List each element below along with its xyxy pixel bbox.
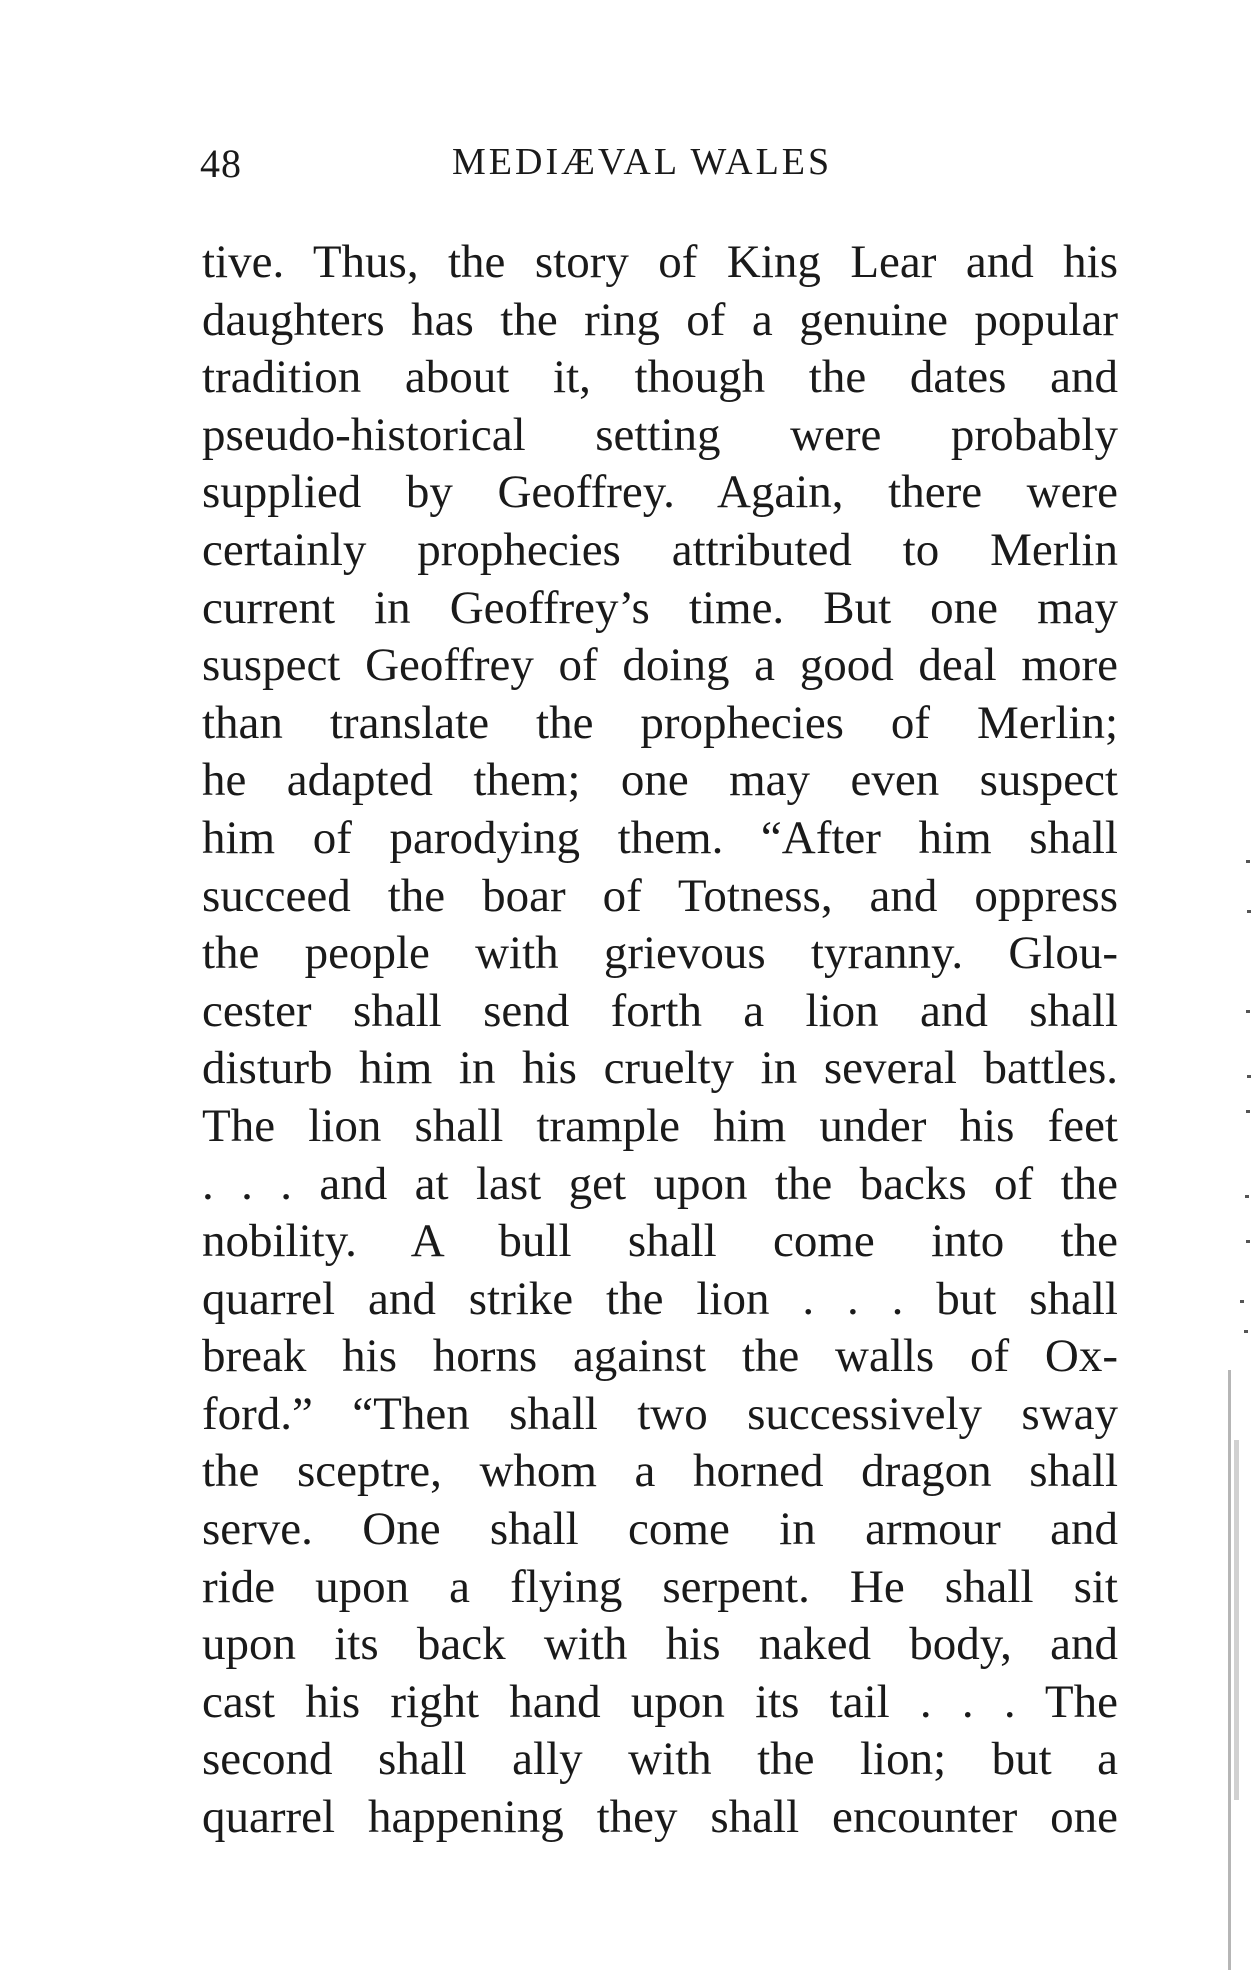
text-line: tive. Thus, the story of King Lear and his — [202, 236, 1118, 288]
text-line: ford.” “Then shall two successively sway — [202, 1387, 1118, 1440]
body-text — [202, 234, 1118, 1847]
text-line: ride upon a flying serpent. He shall sit — [202, 1560, 1118, 1613]
text-line: certainly prophecies attributed to Merlin — [202, 523, 1118, 576]
text-line: serve. One shall come in armour and — [202, 1503, 1118, 1556]
text-line: quarrel happening they shall encounter one — [202, 1791, 1118, 1844]
text-line: disturb him in his cruelty in several battles. — [202, 1042, 1118, 1095]
text-line: supplied by Geoffrey. Again, there were — [202, 466, 1118, 519]
text-line: The lion shall trample him under his feet — [202, 1099, 1118, 1152]
text-line: the people with grievous tyranny. Glou- — [202, 927, 1118, 980]
text-line: second shall ally with the lion; but a — [202, 1733, 1118, 1786]
text-line: daughters has the ring of a genuine popular — [202, 293, 1118, 346]
text-line: than translate the prophecies of Merlin; — [202, 696, 1118, 749]
text-line: cast his right hand upon its tail . . . The — [202, 1675, 1118, 1728]
text-line: break his horns against the walls of Ox- — [202, 1330, 1118, 1383]
text-line: . . . and at last get upon the backs of the — [202, 1157, 1118, 1210]
text-line: cester shall send forth a lion and shall — [202, 984, 1118, 1037]
text-line: the sceptre, whom a horned dragon shall — [202, 1445, 1118, 1498]
text-line: current in Geoffrey’s time. But one may — [202, 581, 1118, 634]
text-line: upon its back with his naked body, and — [202, 1618, 1118, 1671]
text-line: him of parodying them. “After him shall — [202, 811, 1118, 864]
text-line: pseudo-historical setting were probably — [202, 408, 1118, 461]
text-line: he adapted them; one may even suspect — [202, 754, 1118, 807]
running-title: MEDIÆVAL WALES — [452, 141, 833, 183]
text-line: tradition about it, though the dates and — [202, 351, 1118, 404]
page-number: 48 — [200, 141, 242, 186]
text-line: nobility. A bull shall come into the — [202, 1215, 1118, 1268]
text-line: quarrel and strike the lion . . . but shall — [202, 1272, 1118, 1325]
text-line: suspect Geoffrey of doing a good deal more — [202, 639, 1118, 692]
text-line: succeed the boar of Totness, and oppress — [202, 869, 1118, 922]
